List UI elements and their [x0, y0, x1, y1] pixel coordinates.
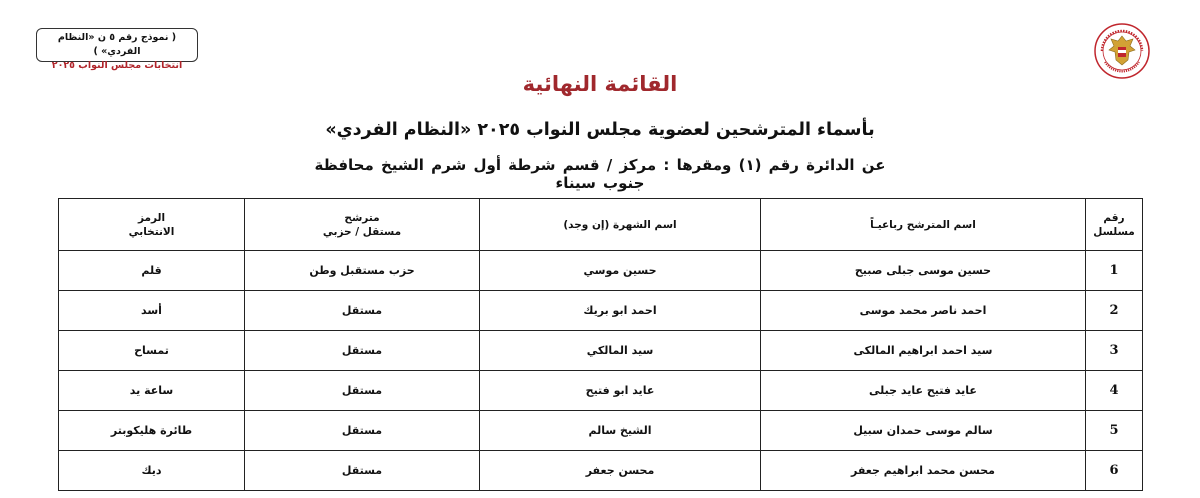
- cell-name: عايد فتيح عايد جبلى: [761, 371, 1086, 411]
- table-row: [59, 331, 1143, 371]
- cell-type: مستقل: [245, 411, 480, 451]
- cell-serial: 2: [1086, 291, 1143, 331]
- header-name: اسم المترشح رباعيـاً: [761, 199, 1086, 251]
- cell-serial: 5: [1086, 411, 1143, 451]
- cell-type: مستقل: [245, 371, 480, 411]
- cell-symbol: ديك: [59, 451, 245, 491]
- table-row: [59, 451, 1143, 491]
- circuit-info: عن الدائرة رقم (١) ومقرها : مركز / قسم شرطة أول شرم الشيخ محافظة جنوب سيناء: [314, 156, 886, 192]
- cell-serial: 3: [1086, 331, 1143, 371]
- table-row: [59, 371, 1143, 411]
- cell-type: مستقل: [245, 451, 480, 491]
- cell-serial: 4: [1086, 371, 1143, 411]
- table-row: [59, 411, 1143, 451]
- cell-serial: 1: [1086, 251, 1143, 291]
- cell-type: مستقل: [245, 291, 480, 331]
- table-row: [59, 291, 1143, 331]
- cell-fame: حسين موسي: [480, 251, 761, 291]
- cell-symbol: أسد: [59, 291, 245, 331]
- cell-name: سالم موسى حمدان سبيل: [761, 411, 1086, 451]
- header-symbol: الرمز الانتخابي: [59, 199, 245, 251]
- cell-fame: محسن جعفر: [480, 451, 761, 491]
- cell-symbol: تمساح: [59, 331, 245, 371]
- cell-symbol: ساعة يد: [59, 371, 245, 411]
- cell-name: حسين موسى جبلى صبيح: [761, 251, 1086, 291]
- cell-name: احمد ناصر محمد موسى: [761, 291, 1086, 331]
- header-type: مترشح مستقل / حزبي: [245, 199, 480, 251]
- cell-fame: عايد ابو فتيح: [480, 371, 761, 411]
- cell-type: مستقل: [245, 331, 480, 371]
- form-number-label: ( نموذج رقم ٥ ن «النظام الفردي» ): [57, 32, 177, 57]
- cell-fame: سيد المالكي: [480, 331, 761, 371]
- cell-type: حزب مستقبل وطن: [245, 251, 480, 291]
- cell-name: محسن محمد ابراهيم جعفر: [761, 451, 1086, 491]
- election-label: انتخابات مجلس النواب ٢٠٢٥: [51, 60, 183, 71]
- table-row: [59, 251, 1143, 291]
- cell-symbol: طائرة هليكوبتر: [59, 411, 245, 451]
- cell-name: سيد احمد ابراهيم المالكى: [761, 331, 1086, 371]
- cell-serial: 6: [1086, 451, 1143, 491]
- table-header-row: [59, 199, 1143, 251]
- candidates-table: [58, 198, 1143, 491]
- form-number-box: [36, 28, 198, 71]
- page-subtitle: بأسماء المترشحين لعضوية مجلس النواب ٢٠٢٥ «النظام الفردي»: [325, 120, 875, 140]
- page-title: القائمة النهائية: [522, 72, 678, 96]
- eagle-emblem-icon: [1093, 22, 1151, 80]
- header-serial: رقم مسلسل: [1086, 199, 1143, 251]
- cell-fame: الشيخ سالم: [480, 411, 761, 451]
- header-fame: اسم الشهرة (إن وجد): [480, 199, 761, 251]
- cell-symbol: قلم: [59, 251, 245, 291]
- cell-fame: احمد ابو بريك: [480, 291, 761, 331]
